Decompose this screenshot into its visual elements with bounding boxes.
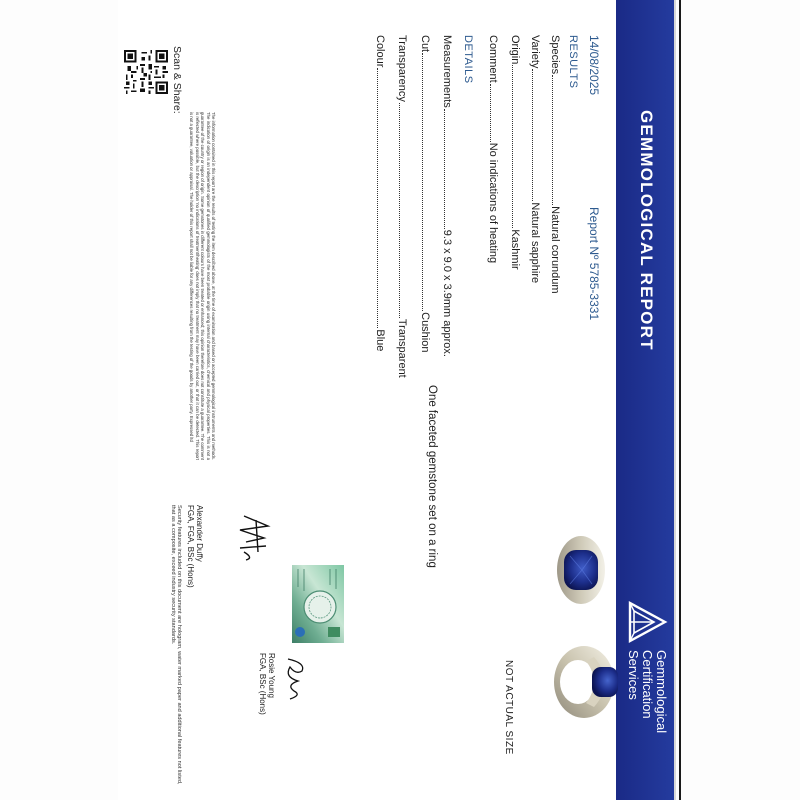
report-title: GEMMOLOGICAL REPORT bbox=[637, 110, 656, 351]
detail-row-colour bbox=[374, 35, 386, 351]
disclaimer-text: The information contained in this report are the results of testing the item described above, at the time of examination and based on accepted gemmological instruments and methods. The indication of origin is an independent opinion of qualified gemmologists of the most probable origin using internal characteristics, chemical and physical properties. This is not a guarantee of the country or region of origin. Some gemstones in different colours have been treated or enhanced; this opinion therefore does not constitute a guarantee. The comment is reflected where possible, but the description 'no indications of treatment/heating' does not imply that no treatment may have been carried out, or that it can be detected. This report is not a guarantee, valuation or appraisal. The holder of this report shall not be liable for any differences resulting from the testing of the goods by another party. Expressed ltd bbox=[189, 112, 216, 460]
origin-label: Origin bbox=[509, 35, 521, 65]
signatory-2 bbox=[258, 653, 276, 715]
leader-dots bbox=[377, 68, 386, 328]
report-number: Report Nº 5785-3331 bbox=[587, 207, 601, 321]
detail-row-transparency bbox=[396, 35, 408, 378]
brand-line-2: Certification bbox=[640, 650, 655, 719]
detail-row-measurements bbox=[441, 35, 453, 357]
transparency-label: Transparency bbox=[396, 35, 408, 102]
species-label: Species bbox=[549, 35, 561, 75]
signatory-1-name: Alexander Duffy bbox=[195, 505, 204, 562]
comment-label: Comment bbox=[487, 35, 499, 83]
leader-dots bbox=[422, 53, 431, 311]
variety-value: Natural sapphire bbox=[529, 202, 541, 284]
measurements-label: Measurements bbox=[441, 35, 453, 108]
cut-label: Cut bbox=[419, 35, 431, 53]
scan-share-label: Scan & Share: bbox=[171, 46, 183, 114]
measurements-value: 9.3 x 9.0 x 3.9mm approx. bbox=[441, 229, 453, 357]
report-date: 14/08/2025 bbox=[587, 35, 601, 96]
hologram-security-seal bbox=[292, 565, 344, 643]
signatory-1 bbox=[186, 505, 204, 588]
detail-row-cut bbox=[419, 35, 431, 352]
signatory-2-credentials: FGA, BSc (Hons) bbox=[258, 653, 267, 715]
not-actual-size-note: NOT ACTUAL SIZE bbox=[503, 660, 514, 755]
brand-line-3: Services bbox=[626, 650, 641, 700]
leader-dots bbox=[512, 65, 521, 228]
ring-top-view-image bbox=[550, 530, 612, 610]
result-row-species bbox=[549, 35, 561, 294]
ring-angled-view-image bbox=[546, 637, 636, 727]
result-row-comment bbox=[487, 35, 499, 263]
colour-label: Colour bbox=[374, 35, 386, 68]
signatory-1-credentials: FGA, FGA, BSc (Hons) bbox=[186, 505, 195, 588]
colour-value: Blue bbox=[374, 329, 386, 352]
result-row-variety bbox=[529, 35, 541, 283]
origin-value: Kashmir bbox=[509, 229, 521, 270]
qr-code-image[interactable] bbox=[124, 50, 168, 94]
signature-alexander-duffy bbox=[234, 512, 274, 564]
item-description: One faceted gemstone set on a ring bbox=[426, 385, 438, 568]
brand-line-1: Gemmological bbox=[654, 650, 669, 734]
scan-edge-line bbox=[674, 0, 676, 800]
leader-dots bbox=[444, 109, 453, 229]
security-note: Security features included on this document are hologram, water marked paper and additional features not listed, that as a composite, exceed industry security standards. bbox=[169, 505, 182, 785]
cut-value: Cushion bbox=[419, 312, 431, 353]
certificate-sheet bbox=[118, 0, 674, 800]
certificate-page bbox=[118, 0, 674, 800]
scan-edge-line bbox=[679, 0, 681, 800]
transparency-value: Transparent bbox=[396, 318, 408, 378]
leader-dots bbox=[399, 103, 408, 318]
comment-value: No indications of heating bbox=[487, 142, 499, 264]
signatory-2-name: Rosie Young bbox=[267, 653, 276, 698]
leader-dots bbox=[532, 69, 541, 201]
leader-dots bbox=[490, 84, 499, 142]
variety-label: Variety bbox=[529, 35, 541, 69]
result-row-origin bbox=[509, 35, 521, 270]
details-heading: DETAILS bbox=[462, 35, 474, 84]
signature-rosie-young bbox=[278, 655, 312, 703]
species-value: Natural corundum bbox=[549, 206, 561, 294]
leader-dots bbox=[552, 75, 561, 205]
results-heading: RESULTS bbox=[567, 35, 579, 89]
